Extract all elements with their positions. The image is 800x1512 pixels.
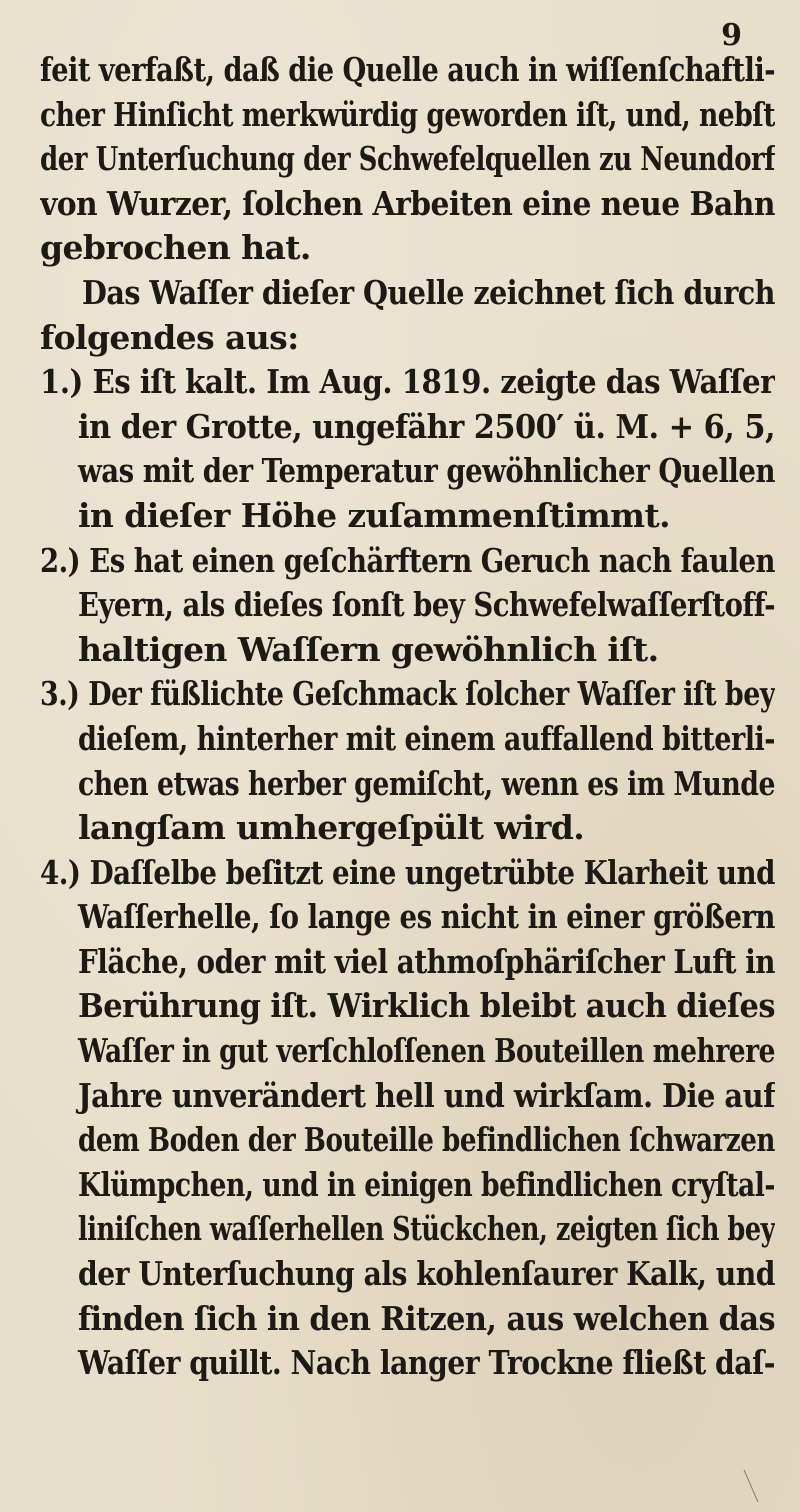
line-text: finden ſich in den Ritzen, aus welchen das: [78, 1298, 775, 1338]
line-text: der Unterſuchung als kohlenſaurer Kalk, und: [78, 1254, 775, 1294]
text-line: [40, 1297, 775, 1342]
line-text: liniſchen waſſerhellen Stückchen, zeigten ſich bey: [78, 1209, 775, 1249]
line-text: 1.) Es iſt kalt. Im Aug. 1819. zeigte das Waſſer: [40, 362, 775, 402]
line-text: Jahre unverändert hell und wirkſam. Die auf: [78, 1075, 775, 1115]
page-number: 9: [721, 18, 742, 53]
text-line: [40, 405, 775, 450]
text-line: [40, 360, 775, 405]
text-line: [40, 1118, 775, 1163]
text-line: [40, 316, 775, 361]
text-line: [40, 672, 775, 717]
line-text: folgendes aus:: [40, 317, 299, 357]
text-line: [40, 806, 775, 851]
line-text: der Unterſuchung der Schwefelquellen zu Neundorf: [40, 139, 775, 179]
text-line: [40, 539, 775, 584]
line-text: gebrochen hat.: [40, 228, 311, 268]
line-text: feit verfaßt, daß die Quelle auch in wiſſenſchaftli-: [40, 50, 775, 89]
line-text: chen etwas herber gemiſcht, wenn es im Munde: [78, 763, 775, 803]
text-line: [40, 494, 775, 539]
line-text: langſam umhergeſpült wird.: [78, 808, 585, 848]
text-line: [40, 48, 775, 93]
body-text: [40, 48, 775, 1386]
text-line: [40, 449, 775, 494]
line-text: Das Waſſer dieſer Quelle zeichnet ſich durch: [82, 272, 775, 312]
text-line: [40, 895, 775, 940]
line-text: Eyern, als dieſes ſonſt bey Schwefelwaſſerſtoff-: [78, 585, 775, 625]
line-text: dieſem, hinterher mit einem auffallend bitterli-: [78, 718, 775, 758]
text-line: [40, 182, 775, 227]
page-corner-mark-icon: [740, 1466, 770, 1506]
line-text: Berührung iſt. Wirklich bleibt auch dieſes: [78, 986, 775, 1026]
line-text: cher Hinſicht merkwürdig geworden iſt, und, nebſt: [40, 94, 775, 134]
text-line: [40, 1029, 775, 1074]
text-line: [40, 1252, 775, 1297]
text-line: [40, 940, 775, 985]
line-text: 2.) Es hat einen geſchärftern Geruch nach faulen: [40, 540, 775, 580]
line-text: 4.) Daſſelbe beſitzt eine ungetrübte Klarheit und: [40, 852, 775, 892]
text-line: [40, 583, 775, 628]
line-text: Waſſer quillt. Nach langer Trockne fließt daſ-: [78, 1343, 775, 1383]
text-line: [40, 851, 775, 896]
line-text: Waſſer in gut verſchloſſenen Bouteillen mehrere: [78, 1031, 775, 1071]
text-line: [40, 1207, 775, 1252]
line-text: Klümpchen, und in einigen befindlichen cryſtal-: [78, 1164, 775, 1204]
text-line: [40, 1163, 775, 1208]
text-line: [40, 137, 775, 182]
text-line: [40, 93, 775, 138]
line-text: Waſſerhelle, ſo lange es nicht in einer größern: [78, 897, 775, 937]
text-line: [40, 1341, 775, 1386]
text-line: [40, 717, 775, 762]
line-text: in der Grotte, ungefähr 2500′ ü. M. + 6, 5,: [78, 406, 775, 446]
line-text: was mit der Temperatur gewöhnlicher Quellen: [78, 451, 775, 491]
text-line: [40, 271, 775, 316]
line-text: in dieſer Höhe zuſammenſtimmt.: [78, 495, 671, 535]
text-line: [40, 226, 775, 271]
text-line: [40, 628, 775, 673]
line-text: dem Boden der Bouteille befindlichen ſchwarzen: [78, 1120, 775, 1160]
text-line: [40, 762, 775, 807]
line-text: haltigen Waſſern gewöhnlich iſt.: [78, 629, 659, 669]
line-text: 3.) Der füßlichte Geſchmack ſolcher Waſſer iſt bey: [40, 674, 775, 714]
text-line: [40, 984, 775, 1029]
text-line: [40, 1074, 775, 1119]
line-text: von Wurzer, ſolchen Arbeiten eine neue Bahn: [40, 183, 775, 223]
line-text: Fläche, oder mit viel athmoſphäriſcher Luft in: [78, 941, 775, 981]
